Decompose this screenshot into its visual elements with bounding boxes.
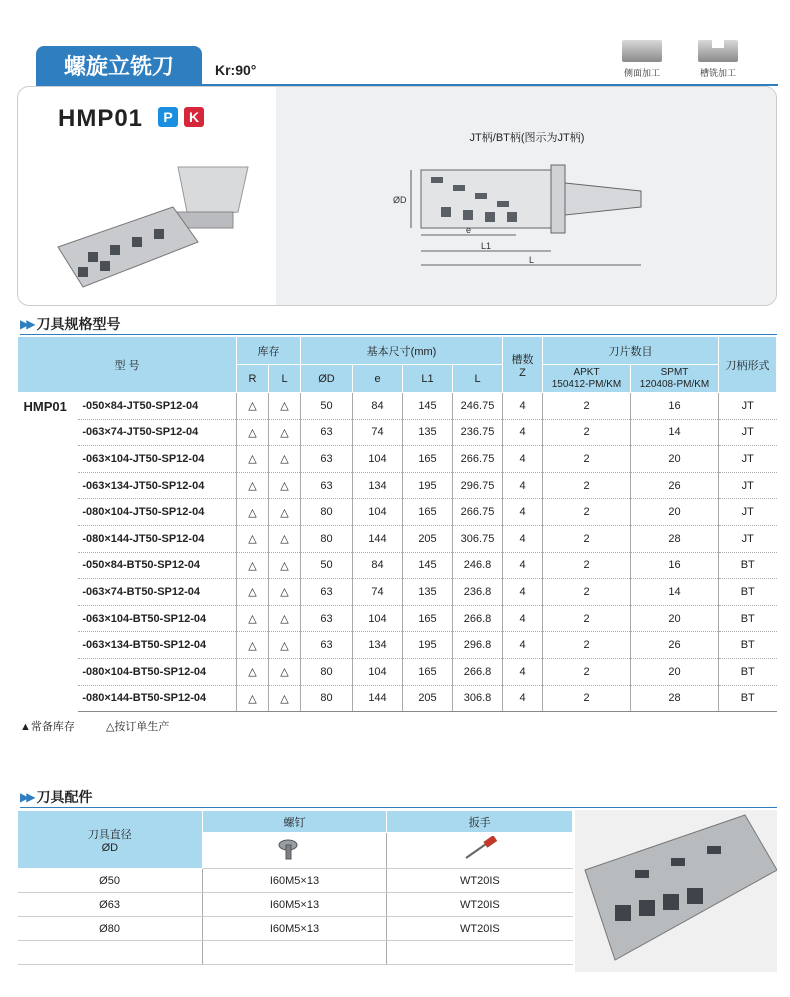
cell-diameter: 63 [301, 446, 353, 473]
spec-section-title [20, 314, 120, 334]
screw-image-cell [202, 833, 387, 869]
cell-code: -063×134-JT50-SP12-04 [78, 472, 236, 499]
cell-empty [387, 941, 573, 965]
legend-order: △按订单生产 [105, 721, 170, 733]
cell-length-e: 134 [353, 632, 403, 659]
cell-stock-l: △ [269, 632, 301, 659]
accessory-table [17, 810, 573, 965]
dim-d-label: ØD [393, 195, 407, 205]
material-badge-k: K [184, 107, 204, 127]
header-lcol: L [453, 365, 503, 393]
cell-stock-l: △ [269, 472, 301, 499]
cell-stock-r: △ [237, 499, 269, 526]
cell-spmt-count: 20 [631, 446, 719, 473]
cell-apkt-count: 2 [543, 393, 631, 420]
cell-stock-l: △ [269, 525, 301, 552]
cell-spmt-count: 16 [631, 393, 719, 420]
spec-section-label: 刀具规格型号 [36, 316, 121, 332]
cell-length-l1: 165 [403, 446, 453, 473]
wrench-image-cell [387, 833, 573, 869]
header-flutes [503, 337, 543, 393]
header-stock: 库存 [237, 337, 301, 365]
cell-spmt-count: 16 [631, 552, 719, 579]
cell-flute-count: 4 [503, 499, 543, 526]
kr-angle: Kr:90° [215, 62, 257, 78]
cell-flute-count: 4 [503, 579, 543, 606]
cell-spmt-count: 28 [631, 525, 719, 552]
cell-length-l1: 205 [403, 525, 453, 552]
cell-flute-count: 4 [503, 525, 543, 552]
cell-stock-r: △ [237, 579, 269, 606]
cell-stock-r: △ [237, 525, 269, 552]
stock-legend [20, 718, 197, 734]
header-l: L [269, 365, 301, 393]
cell-length-l: 236.75 [453, 419, 503, 446]
header-diameter-sub: ØD [101, 841, 119, 854]
cell-stock-r: △ [237, 552, 269, 579]
technical-drawing [391, 155, 671, 275]
cell-flute-count: 4 [503, 685, 543, 712]
table-row [18, 393, 777, 420]
product-photo [38, 157, 268, 297]
cell-spmt-count: 28 [631, 685, 719, 712]
table-row [18, 525, 777, 552]
cell-length-e: 104 [353, 499, 403, 526]
cell-length-e: 74 [353, 419, 403, 446]
cell-length-l1: 145 [403, 552, 453, 579]
spec-table [17, 336, 777, 712]
cell-apkt-count: 2 [543, 658, 631, 685]
cell-stock-r: △ [237, 472, 269, 499]
cell-stock-r: △ [237, 446, 269, 473]
cell-length-e: 74 [353, 579, 403, 606]
cell-diameter: 63 [301, 632, 353, 659]
cell-length-e: 144 [353, 685, 403, 712]
cell-stock-l: △ [269, 579, 301, 606]
cell-length-l: 296.8 [453, 632, 503, 659]
header-inserts: 刀片数目 [543, 337, 719, 365]
cell-code: -063×134-BT50-SP12-04 [78, 632, 236, 659]
header-flutes-label: 槽数 [511, 353, 534, 366]
table-row [18, 499, 777, 526]
cell-spmt-count: 26 [631, 472, 719, 499]
cell-code: -063×74-BT50-SP12-04 [78, 579, 236, 606]
cell-length-l: 236.8 [453, 579, 503, 606]
cell-stock-l: △ [269, 446, 301, 473]
material-badge-p: P [158, 107, 178, 127]
cell-diameter: 80 [301, 525, 353, 552]
cell-stock-r: △ [237, 658, 269, 685]
process-slot-milling [688, 40, 748, 79]
accessory-section-divider [20, 807, 777, 808]
cell-shank-type: JT [719, 446, 777, 473]
cutter-closeup-illustration [575, 810, 777, 972]
cell-spmt-count: 14 [631, 419, 719, 446]
process-side-milling [612, 40, 672, 79]
cell-diameter: 63 [301, 605, 353, 632]
cell-length-l: 266.8 [453, 658, 503, 685]
cell-apkt-count: 2 [543, 472, 631, 499]
cell-wrench: WT20IS [387, 917, 573, 941]
cell-spmt-count: 20 [631, 658, 719, 685]
header-d: ØD [301, 365, 353, 393]
cell-code: -080×144-JT50-SP12-04 [78, 525, 236, 552]
header-l1: L1 [403, 365, 453, 393]
cell-length-l: 266.8 [453, 605, 503, 632]
cell-code: -080×144-BT50-SP12-04 [78, 685, 236, 712]
cell-length-l: 246.8 [453, 552, 503, 579]
cell-screw: I60M5×13 [202, 917, 387, 941]
cell-stock-l: △ [269, 393, 301, 420]
cell-apkt-count: 2 [543, 605, 631, 632]
cell-diameter: 63 [301, 472, 353, 499]
dim-l-label: L [529, 255, 535, 265]
cell-length-l: 266.75 [453, 499, 503, 526]
table-row [18, 446, 777, 473]
cell-empty [202, 941, 387, 965]
cell-stock-l: △ [269, 658, 301, 685]
header-shank: 刀柄形式 [719, 337, 777, 393]
cell-flute-count: 4 [503, 658, 543, 685]
product-panel [17, 86, 777, 306]
cell-shank-type: JT [719, 499, 777, 526]
cell-shank-type: BT [719, 579, 777, 606]
cell-diameter: Ø50 [18, 869, 203, 893]
header-spmt-sub: 120408-PM/KM [639, 378, 710, 390]
table-row [18, 472, 777, 499]
accessory-section-label: 刀具配件 [36, 789, 93, 805]
header-e: e [353, 365, 403, 393]
cell-shank-type: JT [719, 472, 777, 499]
cell-stock-l: △ [269, 605, 301, 632]
double-arrow-icon: ▶▶ [20, 790, 33, 804]
cell-shank-type: BT [719, 685, 777, 712]
cell-length-l1: 165 [403, 605, 453, 632]
header-apkt-label: APKT [573, 366, 600, 378]
cell-stock-r: △ [237, 605, 269, 632]
cell-flute-count: 4 [503, 419, 543, 446]
cell-screw: I60M5×13 [202, 893, 387, 917]
table-row [18, 893, 573, 917]
double-arrow-icon: ▶▶ [20, 317, 33, 331]
cell-shank-type: BT [719, 552, 777, 579]
cell-length-l1: 135 [403, 419, 453, 446]
cell-length-e: 134 [353, 472, 403, 499]
cell-length-l1: 145 [403, 393, 453, 420]
legend-stock: ▲常备库存 [20, 721, 75, 733]
cell-empty [18, 941, 203, 965]
cell-apkt-count: 2 [543, 552, 631, 579]
cell-wrench: WT20IS [387, 869, 573, 893]
header-flutes-z: Z [519, 366, 526, 379]
cell-length-l1: 165 [403, 658, 453, 685]
cell-length-e: 104 [353, 658, 403, 685]
cell-code: -080×104-BT50-SP12-04 [78, 658, 236, 685]
header-apkt-sub: 150412-PM/KM [551, 378, 622, 390]
cell-spmt-count: 20 [631, 605, 719, 632]
header-diameter [18, 811, 203, 869]
header-wrench: 扳手 [387, 811, 573, 833]
cell-wrench: WT20IS [387, 893, 573, 917]
cell-flute-count: 4 [503, 446, 543, 473]
cell-diameter: 80 [301, 685, 353, 712]
table-row [18, 579, 777, 606]
table-row [18, 658, 777, 685]
cell-length-e: 104 [353, 446, 403, 473]
cell-screw: I60M5×13 [202, 869, 387, 893]
cell-shank-type: JT [719, 393, 777, 420]
cell-stock-r: △ [237, 685, 269, 712]
cell-stock-l: △ [269, 685, 301, 712]
cell-code: -050×84-JT50-SP12-04 [78, 393, 236, 420]
cell-length-l: 306.75 [453, 525, 503, 552]
cell-length-l: 306.8 [453, 685, 503, 712]
cell-length-e: 84 [353, 393, 403, 420]
header-dims: 基本尺寸(mm) [301, 337, 503, 365]
process-label: 侧面加工 [623, 68, 660, 78]
group-model: HMP01 [23, 399, 67, 414]
spec-table-body [18, 393, 777, 712]
header-screw: 螺钉 [202, 811, 387, 833]
header-spmt-label: SPMT [660, 366, 689, 378]
cell-length-e: 84 [353, 552, 403, 579]
cutter-closeup-photo [575, 810, 777, 972]
page-title: 螺旋立铣刀 [36, 46, 202, 84]
cell-diameter: 80 [301, 658, 353, 685]
cell-code: -050×84-BT50-SP12-04 [78, 552, 236, 579]
table-row [18, 632, 777, 659]
header-r: R [237, 365, 269, 393]
cell-shank-type: JT [719, 525, 777, 552]
cell-diameter: Ø63 [18, 893, 203, 917]
accessory-section-title [20, 787, 92, 807]
cell-flute-count: 4 [503, 393, 543, 420]
side-milling-icon [622, 40, 662, 62]
cell-diameter: 63 [301, 579, 353, 606]
cell-apkt-count: 2 [543, 632, 631, 659]
spec-section-divider [20, 334, 777, 335]
drawing-caption: JT柄/BT柄(图示为JT柄) [469, 132, 585, 144]
cell-length-l1: 205 [403, 685, 453, 712]
process-label: 槽铣加工 [699, 68, 736, 78]
cell-spmt-count: 26 [631, 632, 719, 659]
cell-flute-count: 4 [503, 472, 543, 499]
cell-length-e: 104 [353, 605, 403, 632]
cell-diameter: 50 [301, 393, 353, 420]
cell-diameter: 50 [301, 552, 353, 579]
table-row [18, 869, 573, 893]
dim-e-label: e [466, 225, 472, 235]
cell-length-e: 144 [353, 525, 403, 552]
cell-stock-r: △ [237, 393, 269, 420]
cell-flute-count: 4 [503, 552, 543, 579]
cell-stock-l: △ [269, 419, 301, 446]
cell-apkt-count: 2 [543, 579, 631, 606]
cell-diameter: 80 [301, 499, 353, 526]
dim-l1-label: L1 [481, 241, 492, 251]
model-name: HMP01 [58, 105, 144, 132]
slot-milling-icon [698, 40, 738, 62]
table-row [18, 941, 573, 965]
header-spmt [631, 365, 719, 393]
cell-spmt-count: 14 [631, 579, 719, 606]
header-diameter-label: 刀具直径 [87, 828, 132, 841]
table-row [18, 917, 573, 941]
cell-shank-type: JT [719, 419, 777, 446]
cell-diameter: 63 [301, 419, 353, 446]
table-row [18, 419, 777, 446]
cell-apkt-count: 2 [543, 685, 631, 712]
table-row [18, 605, 777, 632]
cell-stock-l: △ [269, 552, 301, 579]
cell-length-l: 246.75 [453, 393, 503, 420]
accessory-table-body [18, 869, 573, 965]
cell-apkt-count: 2 [543, 419, 631, 446]
cell-shank-type: BT [719, 658, 777, 685]
cell-apkt-count: 2 [543, 499, 631, 526]
cell-length-l1: 195 [403, 472, 453, 499]
header-apkt [543, 365, 631, 393]
cell-shank-type: BT [719, 632, 777, 659]
cell-length-l: 296.75 [453, 472, 503, 499]
drawing-area [276, 87, 777, 306]
cell-apkt-count: 2 [543, 525, 631, 552]
screw-icon [276, 837, 312, 861]
cell-length-l1: 165 [403, 499, 453, 526]
wrench-icon [460, 836, 500, 862]
cell-code: -080×104-JT50-SP12-04 [78, 499, 236, 526]
cell-length-l1: 135 [403, 579, 453, 606]
header-model: 型 号 [18, 337, 237, 393]
cell-code: -063×104-JT50-SP12-04 [78, 446, 236, 473]
cell-code: -063×104-BT50-SP12-04 [78, 605, 236, 632]
cell-apkt-count: 2 [543, 446, 631, 473]
cell-length-l1: 195 [403, 632, 453, 659]
table-row [18, 552, 777, 579]
cell-stock-l: △ [269, 499, 301, 526]
cell-stock-r: △ [237, 419, 269, 446]
cell-flute-count: 4 [503, 632, 543, 659]
cell-spmt-count: 20 [631, 499, 719, 526]
cell-flute-count: 4 [503, 605, 543, 632]
table-row [18, 685, 777, 712]
cell-code: -063×74-JT50-SP12-04 [78, 419, 236, 446]
cell-stock-r: △ [237, 632, 269, 659]
cell-shank-type: BT [719, 605, 777, 632]
cell-diameter: Ø80 [18, 917, 203, 941]
cell-length-l: 266.75 [453, 446, 503, 473]
